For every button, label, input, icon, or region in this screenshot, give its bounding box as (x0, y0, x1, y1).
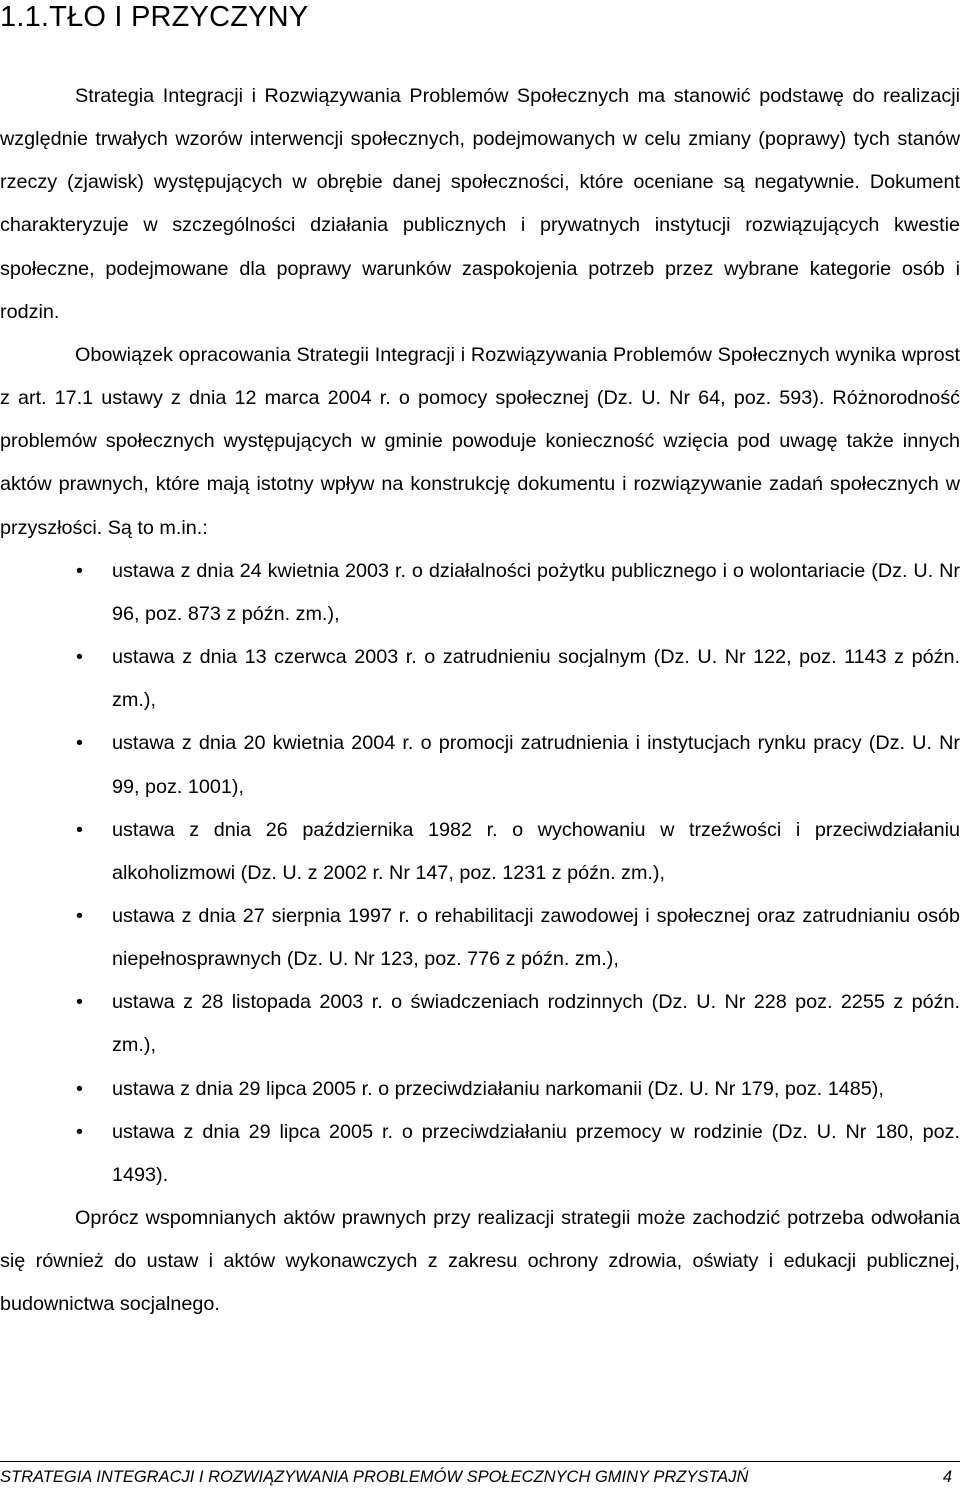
list-item (76, 636, 960, 722)
list-item-text: ustawa z dnia 29 lipca 2005 r. o przeciwdziałaniu przemocy w rodzinie (Dz. U. Nr 180, poz. 1493). (112, 1120, 960, 1186)
bullet-icon: • (76, 559, 83, 582)
list-item (76, 895, 960, 981)
list-item (76, 981, 960, 1067)
list-item-text: ustawa z dnia 27 sierpnia 1997 r. o rehabilitacji zawodowej i społecznej oraz zatrudnianiu osób niepełnosprawnych (Dz. U. Nr 123, poz. 776 z późn. zm.), (112, 904, 960, 971)
bullet-icon: • (76, 1120, 83, 1143)
list-item (76, 1111, 960, 1197)
list-item-text: ustawa z dnia 13 czerwca 2003 r. o zatrudnieniu socjalnym (Dz. U. Nr 122, poz. 1143 z późn. zm.), (112, 646, 960, 712)
closing-paragraph: Oprócz wspomnianych aktów prawnych przy realizacji strategii może zachodzić potrzeba odwołania się również do ustaw i aktów wykonawczych z zakresu ochrony zdrowia, oświaty i edukacji publicznej, budownictwa socjalnego. (0, 1207, 960, 1316)
page-number: 4 (942, 1468, 952, 1486)
bullet-icon: • (76, 904, 83, 927)
section-heading: 1.1.TŁO I PRZYCZYNY (0, 1, 309, 33)
bullet-icon: • (76, 646, 83, 669)
list-item-text: ustawa z dnia 20 kwietnia 2004 r. o promocji zatrudnienia i instytucjach rynku pracy (Dz. U. Nr 99, poz. 1001), (112, 732, 960, 798)
list-item-text: ustawa z 28 listopada 2003 r. o świadczeniach rodzinnych (Dz. U. Nr 228 poz. 2255 z późn. zm.), (112, 991, 960, 1057)
footer-divider (0, 1461, 960, 1462)
intro-paragraph: Strategia Integracji i Rozwiązywania Problemów Społecznych ma stanowić podstawę do realizacji względnie trwałych wzorów interwencji społecznych, podejmowanych w celu zmiany (poprawy) tych stanów rzeczy (zjawisk) występujących w obrębie danej społeczności, które oceniane są negatywnie. Dokument charakteryzuje w szczególności działania publicznych i prywatnych instytucji rozwiązujących kwestie społeczne, podejmowane dla poprawy warunków zaspokojenia potrzeb przez wybrane kategorie osób i rodzin. (0, 85, 960, 323)
bullet-icon: • (76, 991, 83, 1014)
list-item (76, 550, 960, 636)
footer-title: STRATEGIA INTEGRACJI I ROZWIĄZYWANIA PROBLEMÓW SPOŁECZNYCH GMINY PRZYSTAJŃ (0, 1468, 749, 1486)
bullet-icon: • (76, 1077, 83, 1100)
legal-basis-paragraph: Obowiązek opracowania Strategii Integracji i Rozwiązywania Problemów Społecznych wynika wprost z art. 17.1 ustawy z dnia 12 marca 2004 r. o pomocy społecznej (Dz. U. Nr 64, poz. 593). Różnorodność problemów społecznych występujących w gminie powoduje konieczność wzięcia pod uwagę także innych aktów prawnych, które mają istotny wpływ na konstrukcję dokumentu i rozwiązywanie zadań społecznych w przyszłości. Są to m.in.: (0, 343, 960, 539)
list-item (76, 722, 960, 808)
bullet-icon: • (76, 818, 83, 841)
list-item (76, 1068, 960, 1111)
list-item-text: ustawa z dnia 24 kwietnia 2003 r. o działalności pożytku publicznego i o wolontariacie (Dz. U. Nr 96, poz. 873 z późn. zm.), (112, 559, 960, 625)
document-body (0, 75, 960, 1327)
legal-acts-list (0, 550, 960, 1197)
list-item (76, 809, 960, 895)
list-item-text: ustawa z dnia 29 lipca 2005 r. o przeciwdziałaniu narkomanii (Dz. U. Nr 179, poz. 1485), (112, 1077, 884, 1100)
bullet-icon: • (76, 732, 83, 755)
list-item-text: ustawa z dnia 26 października 1982 r. o wychowaniu w trzeźwości i przeciwdziałaniu alkoholizmowi (Dz. U. z 2002 r. Nr 147, poz. 1231 z późn. zm.), (112, 818, 960, 884)
